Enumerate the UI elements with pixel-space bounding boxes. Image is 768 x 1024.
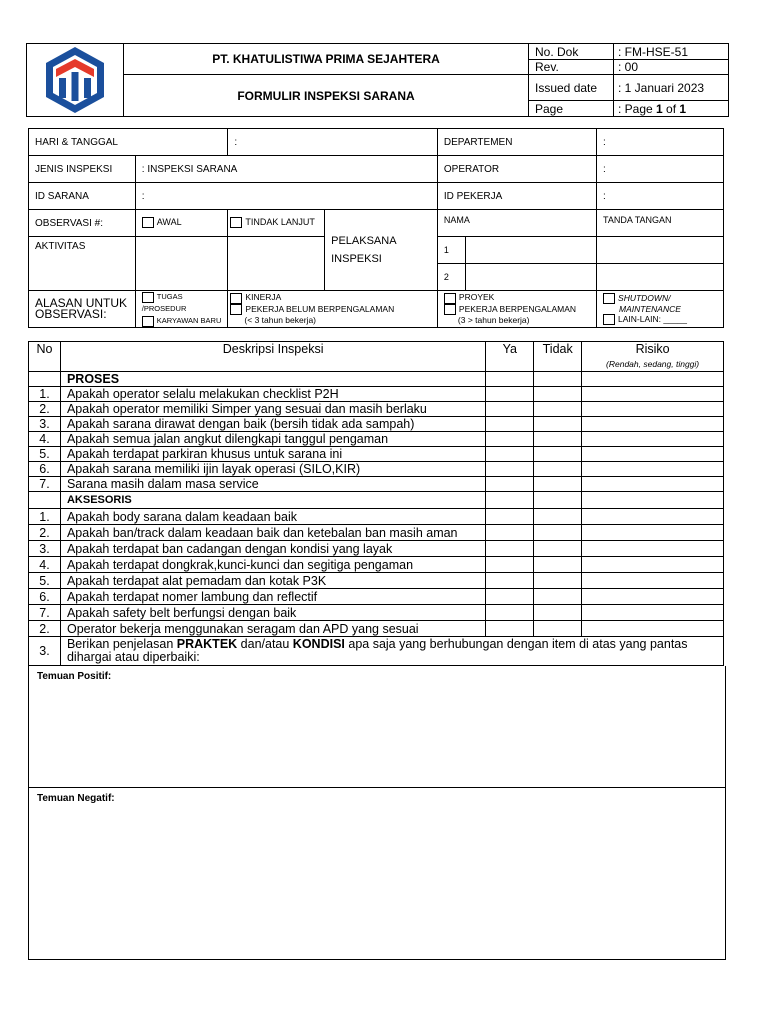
item-description: Apakah sarana dirawat dengan baik (bersih tidak ada sampah) — [60, 417, 485, 432]
tugas-label: TUGAS /PROSEDUR — [141, 292, 187, 313]
company-logo-icon — [39, 44, 111, 116]
ya-cell[interactable] — [486, 417, 534, 432]
awal-label: AWAL — [156, 217, 182, 228]
awal-checkbox[interactable] — [142, 217, 154, 228]
observasi-label: OBSERVASI #: — [29, 210, 136, 237]
checklist-row — [29, 462, 724, 477]
page-number: 1 — [656, 101, 663, 116]
info-table — [28, 128, 724, 328]
tugas-checkbox[interactable] — [142, 292, 154, 303]
tidak-cell[interactable] — [534, 477, 582, 492]
pekerja-ber-checkbox[interactable] — [444, 304, 456, 315]
item-number: 4. — [29, 432, 61, 447]
ya-cell[interactable] — [486, 447, 534, 462]
ya-cell[interactable] — [486, 462, 534, 477]
alasan-group-2 — [228, 291, 437, 328]
tindak-lanjut-option[interactable] — [228, 210, 325, 237]
shutdown-checkbox[interactable] — [603, 293, 615, 304]
tanda-tangan-header: TANDA TANGAN — [597, 210, 724, 237]
tindak-lanjut-checkbox[interactable] — [230, 217, 242, 228]
temuan-negatif-label: Temuan Negatif: — [37, 793, 115, 804]
page-total: 1 — [679, 101, 687, 116]
jenis-inspeksi-label: JENIS INSPEKSI — [29, 156, 136, 183]
form-title: FORMULIR INSPEKSI SARANA — [124, 75, 529, 117]
kinerja-label: KINERJA — [245, 292, 282, 303]
risiko-cell[interactable] — [582, 525, 724, 541]
checklist-row — [29, 605, 724, 621]
maintenance-label: MAINTENANCE — [619, 304, 681, 314]
nama-header: NAMA — [437, 210, 596, 237]
item-description: Apakah body sarana dalam keadaan baik — [60, 509, 485, 525]
item-number: 3. — [29, 541, 61, 557]
departemen-field[interactable]: : — [597, 129, 724, 156]
pelaksana-nama-field[interactable] — [466, 237, 597, 264]
item-number: 7. — [29, 605, 61, 621]
final-instruction — [60, 637, 723, 666]
risiko-cell[interactable] — [582, 447, 724, 462]
ya-cell[interactable] — [486, 432, 534, 447]
hari-tanggal-label: HARI & TANGGAL — [29, 129, 228, 156]
meta-value: : 1 Januari 2023 — [614, 75, 729, 101]
risiko-cell[interactable] — [582, 509, 724, 525]
alasan-line2: OBSERVASI: — [35, 307, 107, 321]
pelaksana-ttd-field[interactable] — [597, 237, 724, 264]
page-prefix: : Page — [618, 101, 657, 116]
risiko-cell[interactable] — [582, 462, 724, 477]
ya-cell[interactable] — [486, 387, 534, 402]
section-proses-title: PROSES — [60, 372, 485, 387]
tidak-cell[interactable] — [534, 589, 582, 605]
alasan-line1: ALASAN UNTUK — [35, 296, 128, 310]
item-description: Apakah operator selalu melakukan checklist P2H — [60, 387, 485, 402]
item-description: Sarana masih dalam masa service — [60, 477, 485, 492]
checklist-row — [29, 432, 724, 447]
page-of: of — [662, 101, 680, 116]
col-no-header: No — [29, 342, 61, 372]
item-number: 3. — [29, 417, 61, 432]
jenis-inspeksi-field[interactable]: : INSPEKSI SARANA — [135, 156, 437, 183]
checklist-row — [29, 509, 724, 525]
item-number: 2. — [29, 525, 61, 541]
tidak-cell[interactable] — [534, 541, 582, 557]
aktivitas-field[interactable] — [135, 237, 228, 291]
col-ya-header: Ya — [486, 342, 534, 372]
risiko-note: (Rendah, sedang, tinggi) — [606, 359, 700, 369]
kinerja-checkbox[interactable] — [230, 293, 242, 304]
item-description: Apakah terdapat ban cadangan dengan kondisi yang layak — [60, 541, 485, 557]
checklist-row — [29, 447, 724, 462]
page-value — [614, 101, 729, 117]
pekerja-belum-checkbox[interactable] — [230, 304, 242, 315]
final-text-e: apa saja yang berhubungan dengan item di atas yang pantas dihargai atau diperbaiki: — [66, 637, 688, 664]
proyek-checkbox[interactable] — [444, 293, 456, 304]
aktivitas-label: AKTIVITAS — [29, 237, 136, 291]
ya-cell[interactable] — [486, 509, 534, 525]
alasan-group-3 — [437, 291, 596, 328]
pekerja-ber-label: PEKERJA BERPENGALAMAN — [458, 303, 577, 314]
id-pekerja-field[interactable]: : — [597, 183, 724, 210]
tidak-cell[interactable] — [534, 447, 582, 462]
meta-label: Issued date — [529, 75, 614, 101]
tidak-cell[interactable] — [534, 432, 582, 447]
item-number: 2. — [29, 621, 61, 637]
final-text-b: PRAKTEK — [176, 637, 238, 651]
risiko-cell[interactable] — [582, 589, 724, 605]
alasan-group-4 — [597, 291, 724, 328]
checklist-table — [28, 341, 724, 666]
item-number: 6. — [29, 589, 61, 605]
checklist-row — [29, 589, 724, 605]
header-table — [26, 43, 729, 117]
aksesoris-section — [29, 492, 724, 637]
pekerja-ber-note: (3 > tahun bekerja) — [457, 314, 530, 325]
item-number: 4. — [29, 557, 61, 573]
temuan-positif-label: Temuan Positif: — [37, 671, 112, 682]
item-description: Apakah terdapat nomer lambung dan reflectif — [60, 589, 485, 605]
id-sarana-field[interactable]: : — [135, 183, 437, 210]
col-tidak-header: Tidak — [534, 342, 582, 372]
meta-label: No. Dok — [529, 44, 614, 60]
checklist-row — [29, 402, 724, 417]
risiko-cell[interactable] — [582, 605, 724, 621]
pelaksana-label — [325, 210, 438, 291]
item-description: Operator bekerja menggunakan seragam dan APD yang sesuai — [60, 621, 485, 637]
item-description: Apakah semua jalan angkut dilengkapi tanggul pengaman — [60, 432, 485, 447]
item-description: Apakah operator memiliki Simper yang sesuai dan masih berlaku — [60, 402, 485, 417]
col-risiko-header — [582, 342, 724, 372]
item-description: Apakah ban/track dalam keadaan baik dan ketebalan ban masih aman — [60, 525, 485, 541]
awal-option[interactable] — [135, 210, 228, 237]
ya-cell[interactable] — [486, 477, 534, 492]
tidak-cell[interactable] — [534, 573, 582, 589]
pelaksana-line1: PELAKSANA — [331, 235, 397, 247]
shutdown-label: SHUTDOWN/ — [618, 292, 671, 303]
item-description: Apakah terdapat dongkrak,kunci-kunci dan segitiga pengaman — [60, 557, 485, 573]
aktivitas-field-2[interactable] — [228, 237, 325, 291]
tidak-cell[interactable] — [534, 402, 582, 417]
ya-cell[interactable] — [486, 557, 534, 573]
item-number: 2. — [29, 402, 61, 417]
pekerja-belum-note: (< 3 tahun bekerja) — [244, 314, 317, 325]
id-pekerja-label: ID PEKERJA — [437, 183, 596, 210]
checklist-row — [29, 541, 724, 557]
page-label: Page — [529, 101, 614, 117]
risiko-cell[interactable] — [582, 621, 724, 637]
item-number: 1. — [29, 509, 61, 525]
pelaksana-line2: INSPEKSI — [331, 253, 382, 265]
logo-cell — [27, 44, 124, 117]
lain-lain-checkbox[interactable] — [603, 314, 615, 325]
item-description: Apakah terdapat alat pemadam dan kotak P3K — [60, 573, 485, 589]
company-name: PT. KHATULISTIWA PRIMA SEJAHTERA — [124, 44, 529, 75]
tidak-cell[interactable] — [534, 621, 582, 637]
pelaksana-nama-field[interactable] — [466, 264, 597, 291]
proses-section — [29, 372, 724, 492]
final-no: 3. — [29, 637, 61, 666]
risiko-cell[interactable] — [582, 477, 724, 492]
alasan-group-1 — [135, 291, 228, 328]
meta-label: Rev. — [529, 60, 614, 75]
pelaksana-ttd-field[interactable] — [597, 264, 724, 291]
karyawan-baru-checkbox[interactable] — [142, 316, 154, 327]
final-text-a: Berikan penjelasan — [66, 637, 177, 651]
checklist-row — [29, 573, 724, 589]
pelaksana-row-number: 1 — [437, 237, 465, 264]
hari-tanggal-field[interactable]: : — [228, 129, 437, 156]
ya-cell[interactable] — [486, 589, 534, 605]
operator-label: OPERATOR — [437, 156, 596, 183]
ya-cell[interactable] — [486, 541, 534, 557]
tidak-cell[interactable] — [534, 605, 582, 621]
risiko-cell[interactable] — [582, 402, 724, 417]
ya-cell[interactable] — [486, 621, 534, 637]
item-number: 1. — [29, 387, 61, 402]
risiko-label: Risiko — [635, 342, 670, 356]
alasan-label — [29, 291, 136, 328]
final-text-c: dan/atau — [237, 637, 293, 651]
proyek-label: PROYEK — [458, 292, 495, 303]
ya-cell[interactable] — [486, 525, 534, 541]
risiko-cell[interactable] — [582, 573, 724, 589]
item-number: 5. — [29, 573, 61, 589]
item-number: 7. — [29, 477, 61, 492]
tidak-cell[interactable] — [534, 557, 582, 573]
temuan-negatif-box[interactable] — [28, 788, 726, 960]
meta-value: : 00 — [614, 60, 729, 75]
pekerja-belum-label: PEKERJA BELUM BERPENGALAMAN — [245, 303, 395, 314]
checklist-row — [29, 417, 724, 432]
item-number: 5. — [29, 447, 61, 462]
final-text-d: KONDISI — [292, 637, 345, 651]
ya-cell[interactable] — [486, 402, 534, 417]
checklist-row — [29, 525, 724, 541]
tidak-cell[interactable] — [534, 525, 582, 541]
meta-value: : FM-HSE-51 — [614, 44, 729, 60]
risiko-cell[interactable] — [582, 387, 724, 402]
checklist-row — [29, 621, 724, 637]
checklist-row — [29, 477, 724, 492]
item-number: 6. — [29, 462, 61, 477]
tidak-cell[interactable] — [534, 462, 582, 477]
risiko-cell[interactable] — [582, 557, 724, 573]
karyawan-baru-label: KARYAWAN BARU — [156, 316, 222, 325]
checklist-row — [29, 557, 724, 573]
risiko-cell[interactable] — [582, 417, 724, 432]
col-desc-header: Deskripsi Inspeksi — [60, 342, 485, 372]
checklist-row — [29, 387, 724, 402]
risiko-cell[interactable] — [582, 432, 724, 447]
item-description: Apakah sarana memiliki ijin layak operasi (SILO,KIR) — [60, 462, 485, 477]
item-description: Apakah safety belt berfungsi dengan baik — [60, 605, 485, 621]
temuan-positif-box[interactable] — [28, 666, 726, 788]
risiko-cell[interactable] — [582, 541, 724, 557]
item-description: Apakah terdapat parkiran khusus untuk sarana ini — [60, 447, 485, 462]
lain-lain-label: LAIN-LAIN: _____ — [618, 314, 688, 324]
ya-cell[interactable] — [486, 573, 534, 589]
id-sarana-label: ID SARANA — [29, 183, 136, 210]
departemen-label: DEPARTEMEN — [437, 129, 596, 156]
tidak-cell[interactable] — [534, 417, 582, 432]
section-aksesoris-title: AKSESORIS — [60, 492, 485, 509]
tidak-cell[interactable] — [534, 509, 582, 525]
pelaksana-row-number: 2 — [437, 264, 465, 291]
ya-cell[interactable] — [486, 605, 534, 621]
operator-field[interactable]: : — [597, 156, 724, 183]
tidak-cell[interactable] — [534, 387, 582, 402]
tindak-lanjut-label: TINDAK LANJUT — [245, 217, 315, 228]
